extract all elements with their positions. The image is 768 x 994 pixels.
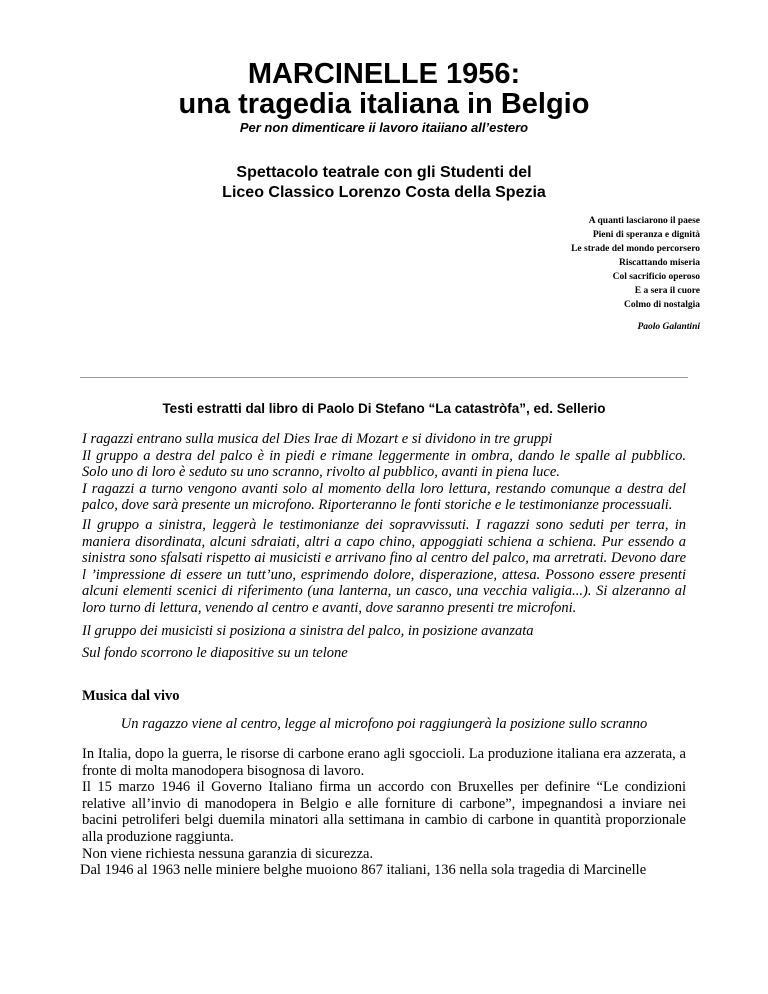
subtitle: Per non dimenticare ii lavoro itaiiano all’estero: [239, 120, 529, 135]
poem-line: Pieni di speranza e dignità: [592, 230, 700, 240]
poem-line: Riscattando miseria: [618, 258, 700, 268]
poem-line: E a sera il cuore: [634, 286, 700, 296]
poem: [380, 214, 700, 334]
history-paragraph: Dal 1946 al 1963 nelle miniere belghe muoiono 867 italiani, 136 nella sola tragedia di Marcinelle: [80, 862, 647, 879]
stage-direction-paragraph: Il gruppo a sinistra, leggerà le testimonianze dei sopravvissuti. I ragazzi sono seduti per terra, in maniera disordinata, alcuni sdraiati, altri a capo chino, appoggiati schiena a schiena. Pur essendo a sinistra sono sfalsati rispetto ai musicisti e arrivano fino al centro del palco, ma arretrati. Devono dare l ’impressione di essere un tutt’uno, esprimendo dolore, disperazione, attesa. Possono essere presenti alcuni elementi scenici di riferimento (una lanterna, un casco, una vecchia valigia...). Si alzeranno al loro turno di lettura, venendo al centro e avanti, dove saranno presenti tre microfoni.: [82, 516, 686, 616]
title-line-2: una tragedia italiana in Belgio: [178, 88, 590, 120]
stage-directions: [82, 431, 686, 665]
title-line-1: MARCINELLE 1956:: [247, 58, 521, 90]
stage-direction-paragraph: Sul fondo scorrono le diapositive su un telone: [82, 645, 348, 662]
poem-line: Le strade del mondo percorsero: [571, 244, 700, 254]
history-paragraph: In Italia, dopo la guerra, le risorse di carbone erano agli sgoccioli. La produzione italiana era azzerata, a fronte di molta manodopera bisognosa di lavoro.: [82, 746, 686, 779]
divider: [80, 377, 688, 378]
stage-direction-paragraph: Il gruppo a destra del palco è in piedi e rimane leggermente in ombra, dando le spalle al pubblico. Solo uno di loro è seduto su uno scranno, rivolto al pubblico, avanti in piena luce.: [82, 447, 686, 481]
center-note: Un ragazzo viene al centro, legge al microfono poi raggiungerà la posizione sullo scranno: [120, 716, 648, 732]
history-paragraph: Il 15 marzo 1946 il Governo Italiano firma un accordo con Bruxelles per definire “Le condizioni relative all’invio di manodopera in Belgio e alle forniture di carbone”, impegnandosi a inviare nei bacini petroliferi belgi duemila minatori alla settimana in cambio di carbone in quantità proporzionale alla produzione raggiunta.: [82, 779, 686, 845]
show-line-2: Liceo Classico Lorenzo Costa della Spezia: [222, 184, 546, 201]
poem-line: A quanti lasciarono il paese: [588, 216, 700, 226]
history-text: [82, 746, 686, 879]
stage-direction-paragraph: Il gruppo dei musicisti si posiziona a sinistra del palco, in posizione avanzata: [82, 622, 534, 639]
source-line: Testi estratti dal libro di Paolo Di Stefano “La catastròfa”, ed. Sellerio: [162, 401, 606, 416]
history-paragraph: Non viene richiesta nessuna garanzia di sicurezza.: [82, 845, 374, 862]
music-heading: Musica dal vivo: [82, 688, 180, 704]
poem-line: Colmo di nostalgia: [623, 300, 700, 310]
stage-direction-paragraph: I ragazzi entrano sulla musica del Dies Irae di Mozart e si dividono in tre gruppi: [82, 431, 553, 447]
show-line-1: Spettacolo teatrale con gli Studenti del: [236, 164, 532, 181]
poem-author: Paolo Galantini: [637, 322, 700, 332]
stage-direction-paragraph: I ragazzi a turno vengono avanti solo al momento della loro lettura, restando comunque a destra del palco, dove sarà presente un microfono. Riporteranno le fonti storiche e le testimonianze processuali.: [82, 480, 686, 514]
poem-line: Col sacrificio operoso: [612, 272, 700, 282]
